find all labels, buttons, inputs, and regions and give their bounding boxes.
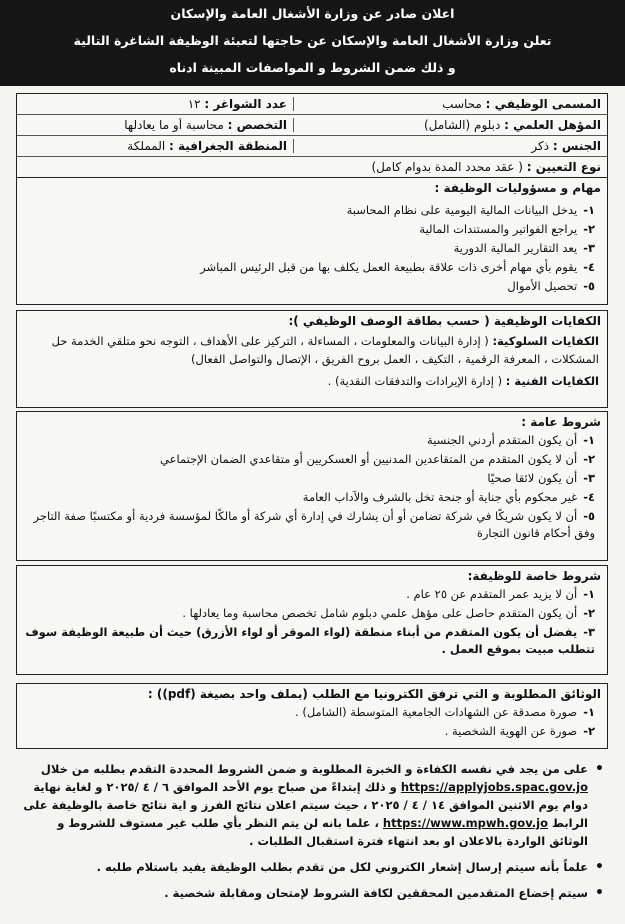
special-conditions-section — [16, 565, 608, 675]
general-item: ٤-غير محكوم بأي جناية أو جنحة تخل بالشرف والآداب العامة — [302, 490, 595, 504]
general-item: ٢-أن لا يكون المتقدم من المتقاعدين المدنيين أو العسكريين أو متقاعدي الضمان الإجتماعي — [160, 452, 595, 466]
job-info-table — [16, 93, 608, 178]
duty-item: ٢-يراجع الفواتير والمستندات المالية — [419, 222, 595, 236]
qualification-label: المؤهل العلمي : — [504, 118, 601, 132]
duty-item: ١-يدخل البيانات المالية اليومية على نظام المحاسبة — [346, 203, 595, 217]
gender-label: الجنس : — [552, 139, 601, 153]
header-line-3: و ذلك ضمن الشروط و المواصفات المبينة ادناه — [169, 60, 456, 75]
duty-item: ٥-تحصيل الأموال — [507, 279, 595, 293]
note-exam: • سيتم إخضاع المتقدمين المحققين لكافة الشروط لإمتحان ومقابلة شخصية . — [16, 884, 608, 902]
header-line-2: تعلن وزارة الأشغال العامة والإسكان عن حاجتها لتعبئة الوظيفة الشاغرة التالية — [73, 33, 552, 48]
general-item: ٥-أن لا يكون شريكًا في شركة تضامن أو أن يشارك في إدارة أي شركة أو مالكًا لمؤسسة فردية أو مكتسبًا صفة التاجر وفق أحكام قانون التجارة — [33, 509, 595, 540]
specialization-label: التخصص : — [227, 118, 287, 132]
region-value: المملكة — [127, 139, 166, 153]
info-row-4 — [17, 157, 607, 177]
apply-link[interactable]: https://applyjobs.spac.gov.jo — [400, 780, 588, 794]
technical-text: ( إدارة الإيرادات والتدفقات النقدية) . — [327, 374, 503, 388]
duties-section — [16, 177, 608, 305]
duty-item: ٤-يقوم بأي مهام أخرى ذات علاقة بطبيعة العمل يكلف بها من قبل الرئيس المباشر — [200, 260, 595, 274]
competencies-section — [16, 310, 608, 408]
note-notification: • علماً بأنه سيتم إرسال إشعار الكتروني لكل من تقدم بطلب الوظيفة يفيد باستلام طلبه . — [16, 858, 608, 876]
special-item: ٢-أن يكون المتقدم حاصل على مؤهل علمي دبلوم شامل تخصص محاسبة وما يعادلها . — [182, 606, 595, 620]
region-label: المنطقة الجغرافية : — [169, 139, 287, 153]
documents-section — [16, 683, 608, 749]
special-title: شروط خاصة للوظيفة: — [467, 569, 601, 583]
specialization-value: محاسبة أو ما يعادلها — [124, 118, 224, 132]
ministry-link[interactable]: https://www.mpwh.gov.jo — [382, 816, 548, 830]
general-item: ٣-أن يكون لائقا صحيًا — [487, 471, 595, 485]
notes-list — [16, 760, 608, 910]
behavioral-text: ( إدارة البيانات والمعلومات ، المساءلة ، التركيز على الأهداف ، التوجه نحو متلقي الخدمة حل المشكلات ، المعرفة الرقمية ، التكيف ، العمل بروح الفريق ، الإتصال والتواصل الفعال) — [51, 334, 599, 366]
vacancies-label: عدد الشواغر : — [204, 97, 287, 111]
competencies-title: الكفايات الوظيفية ( حسب بطاقة الوصف الوظيفي ): — [288, 314, 601, 328]
gender-value: ذكر — [531, 139, 550, 153]
note-apply: • على من يجد في نفسه الكفاءة و الخبرة المطلوبة و ضمن الشروط المحددة التقدم بطلبه من خلال https://applyjobs.spac.gov.jo و ذلك إبتداءً من صباح يوم الأحد الموافق ٦ / ٤ /٢٠٢٥ و لغاية نهاية دوام يوم الاثنين الموافق ١٤ / ٤ / ٢٠٢٥ ، حيث سيتم اعلان نتائج الفرز و اية نتائج خاصة بالوظيفة على الرابط https://www.mpwh.gov.jo ، علما بانه لن يتم النظر بأي طلب غير مستوف للشروط و الوثائق الواردة بالاعلان او بعد انتهاء فترة استقبال الطلبات . — [16, 760, 608, 850]
documents-title: الوثائق المطلوبة و التي ترفق الكترونيا مع الطلب (بملف واحد بصيغة (pdf)) : — [147, 687, 601, 701]
behavioral-competencies — [17, 330, 607, 370]
general-title: شروط عامة : — [521, 415, 601, 429]
technical-competencies — [17, 370, 607, 392]
info-row-2 — [17, 115, 607, 136]
announcement-header — [0, 0, 625, 86]
duty-item: ٣-يعد التقارير المالية الدورية — [453, 241, 595, 255]
technical-label: الكفايات الفنية : — [505, 374, 599, 388]
appointment-value: ( عقد محدد المدة بدوام كامل) — [371, 160, 523, 174]
document-item: ١-صورة مصدقة عن الشهادات الجامعية المتوسطة (الشامل) . — [295, 705, 595, 719]
general-conditions-section — [16, 411, 608, 561]
info-row-1 — [17, 94, 607, 115]
general-item: ١-أن يكون المتقدم أردني الجنسية — [427, 433, 595, 447]
info-row-3 — [17, 136, 607, 157]
special-item: ٣-يفضل أن يكون المتقدم من أبناء منطقة (لواء الموقر أو لواء الأزرق) حيث أن طبيعة الوظيفة سوف تتطلب مبيت بموقع العمل . — [25, 625, 595, 656]
qualification-value: دبلوم (الشامل) — [423, 118, 501, 132]
behavioral-label: الكفايات السلوكية: — [492, 334, 599, 348]
header-line-1: اعلان صادر عن وزارة الأشغال العامة والإسكان — [170, 6, 455, 21]
document-item: ٢-صورة عن الهوية الشخصية . — [444, 724, 595, 738]
duties-title: مهام و مسؤوليات الوظيفة : — [434, 181, 601, 195]
vacancies-value: ١٢ — [187, 97, 201, 111]
job-title-value: محاسب — [442, 97, 482, 111]
job-title-label: المسمى الوظيفي : — [485, 97, 601, 111]
appointment-label: نوع التعيين : — [526, 160, 601, 174]
special-item: ١-أن لا يزيد عمر المتقدم عن ٢٥ عام . — [406, 587, 595, 601]
